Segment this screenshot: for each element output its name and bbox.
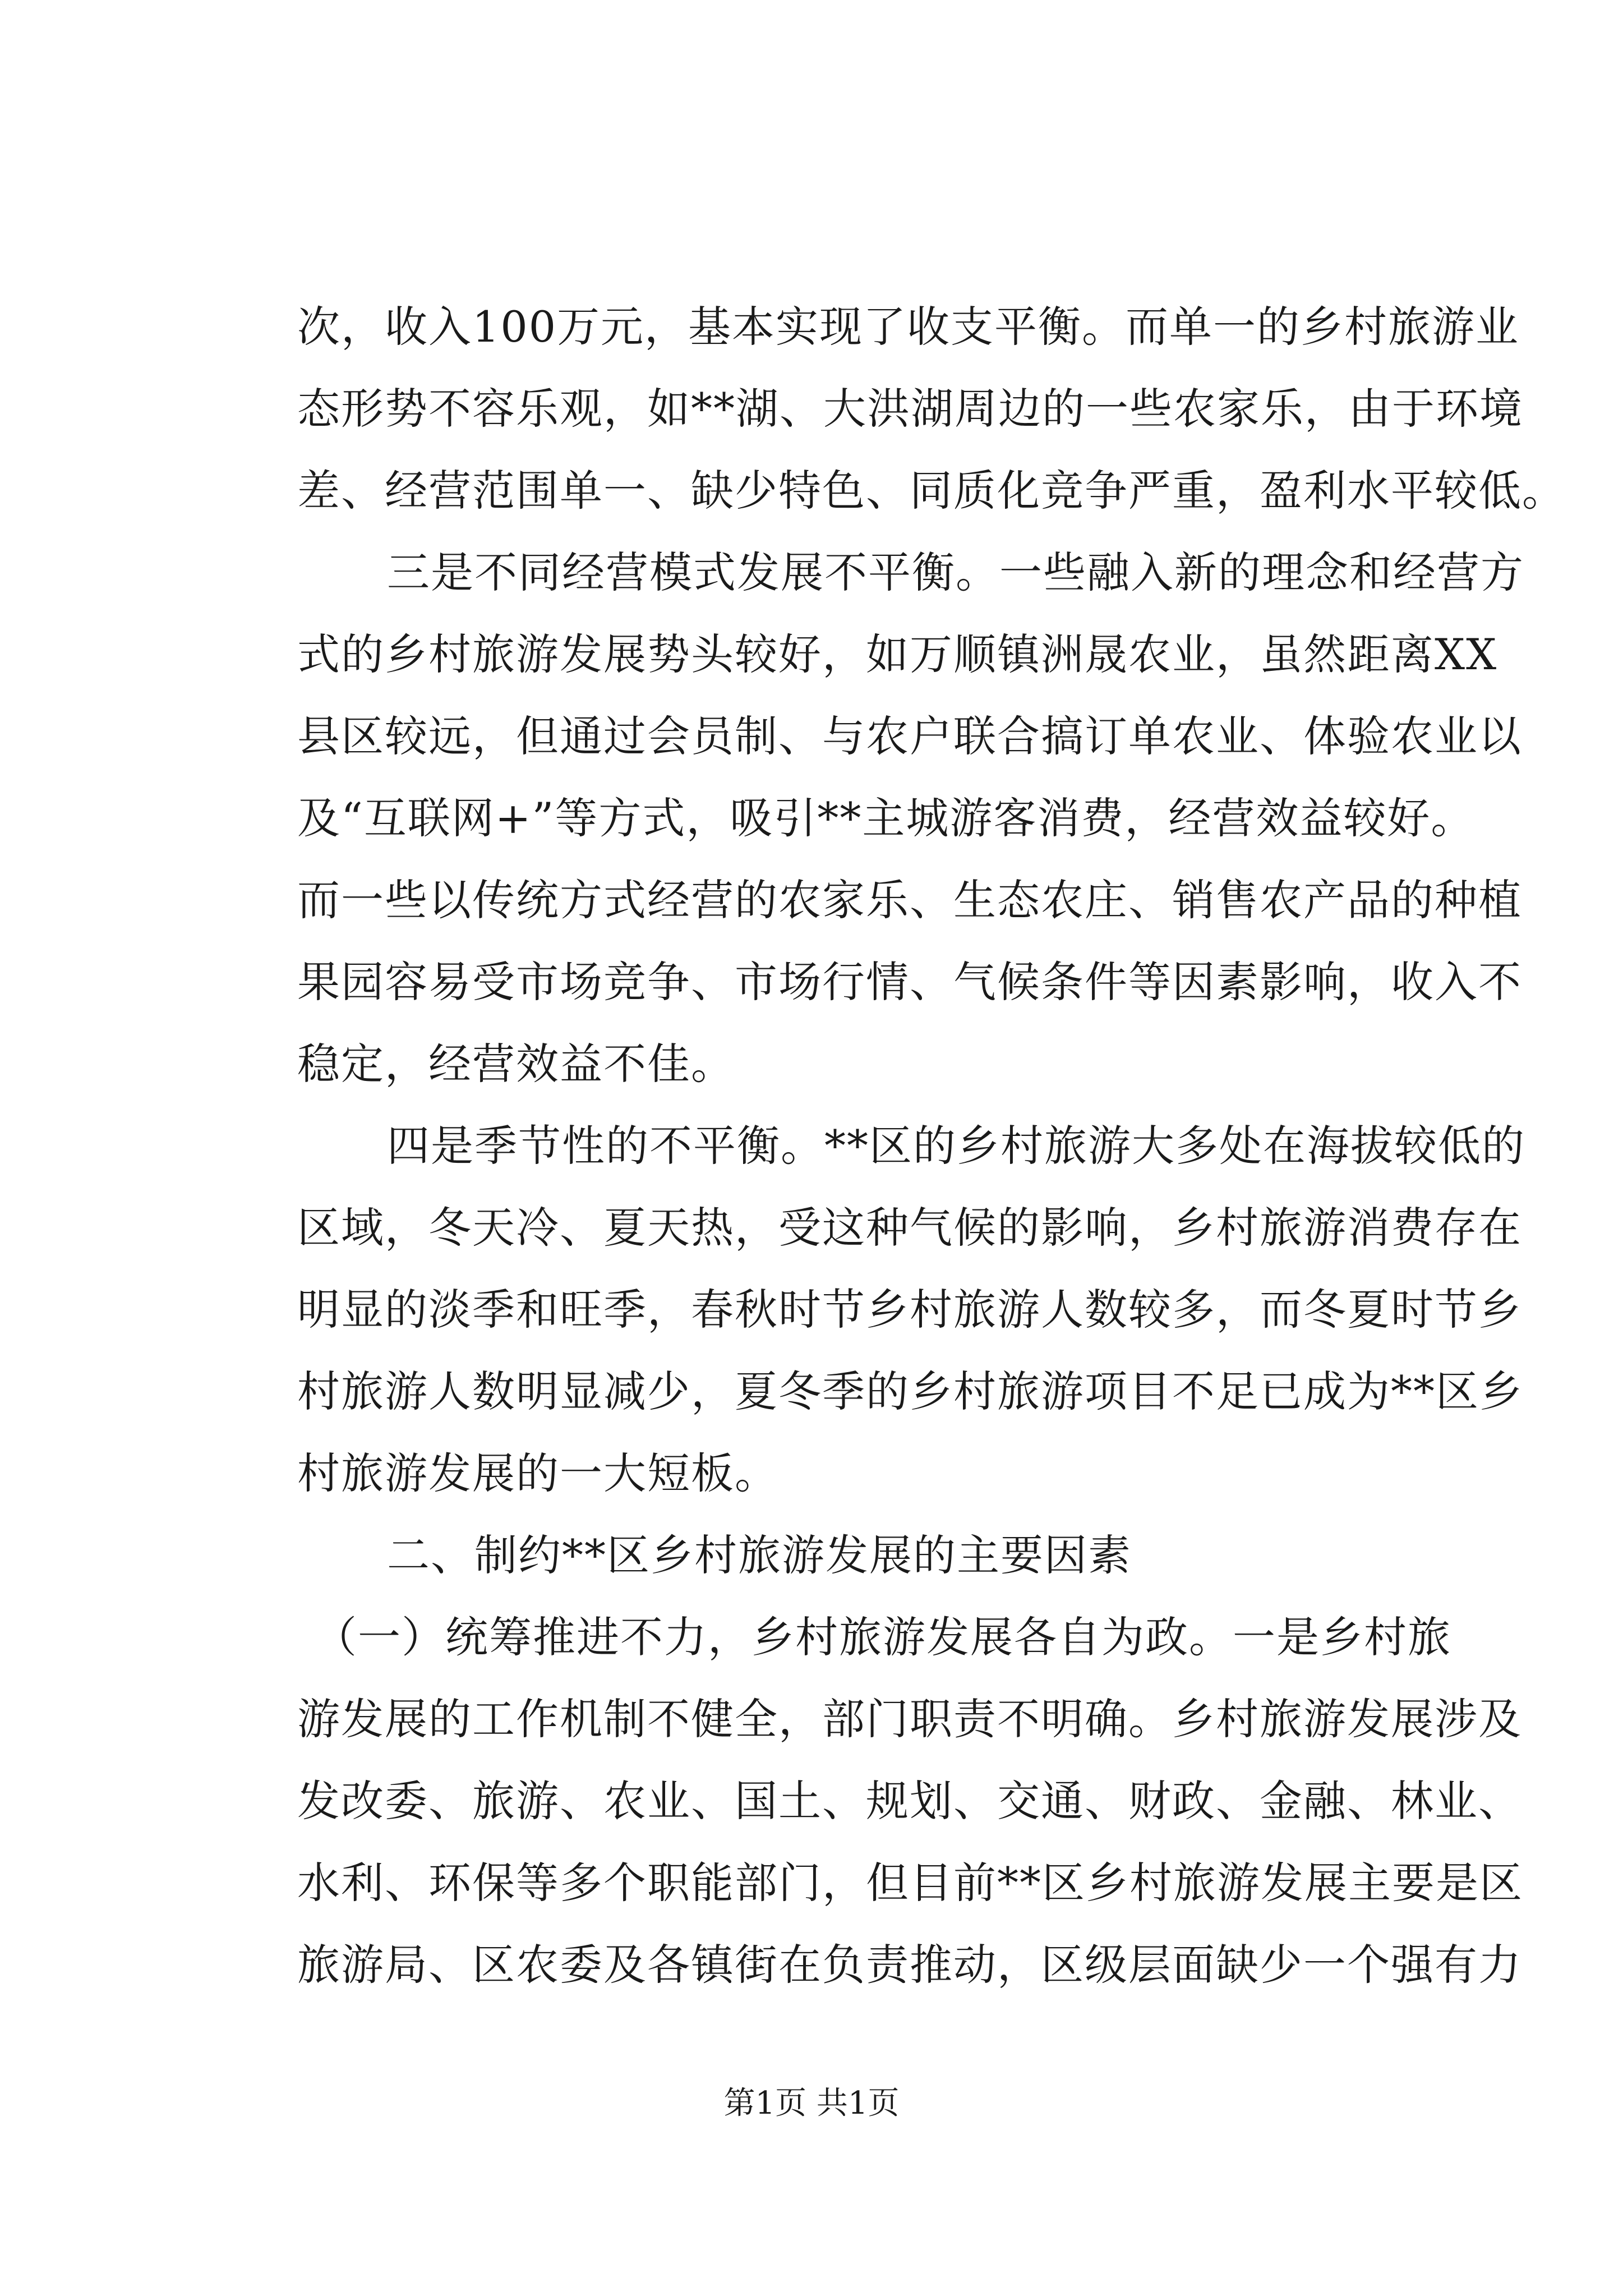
text-line: 村旅游人数明显减少，夏冬季的乡村旅游项目不足已成为**区乡 (297, 1366, 1523, 1416)
text-line: 及“互联网+”等方式，吸引**主城游客消费，经营效益较好。 (297, 793, 1475, 843)
text-line: 区域，冬天冷、夏天热，受这种气候的影响，乡村旅游消费存在 (297, 1203, 1522, 1253)
text-line: 次，收入100万元，基本实现了收支平衡。而单一的乡村旅游业 (297, 302, 1520, 352)
text-line: 果园容易受市场竞争、市场行情、气候条件等因素影响，收入不 (297, 957, 1522, 1007)
text-line: 旅游局、区农委及各镇街在负责推动，区级层面缺少一个强有力 (297, 1940, 1522, 1990)
text-line: 村旅游发展的一大短板。 (297, 1448, 778, 1498)
text-line: 明显的淡季和旺季，春秋时节乡村旅游人数较多，而冬夏时节乡 (297, 1285, 1522, 1335)
section-heading: 二、制约**区乡村旅游发展的主要因素 (387, 1530, 1132, 1580)
text-line: 态形势不容乐观，如**湖、大洪湖周边的一些农家乐，由于环境 (297, 384, 1523, 434)
text-line: 发改委、旅游、农业、国土、规划、交通、财政、金融、林业、 (297, 1776, 1522, 1826)
paragraph-start-line: 三是不同经营模式发展不平衡。一些融入新的理念和经营方 (387, 547, 1524, 597)
paragraph-start-line: （一）统筹推进不力，乡村旅游发展各自为政。一是乡村旅 (314, 1612, 1451, 1662)
text-line: 游发展的工作机制不健全，部门职责不明确。乡村旅游发展涉及 (297, 1694, 1522, 1744)
text-line: 式的乡村旅游发展势头较好，如万顺镇洲晟农业，虽然距离XX (297, 629, 1498, 679)
page-footer: 第1页 共1页 (723, 2085, 900, 2122)
text-line: 县区较远，但通过会员制、与农户联合搞订单农业、体验农业以 (297, 711, 1522, 761)
text-line: 稳定，经营效益不佳。 (297, 1039, 735, 1089)
paragraph-start-line: 四是季节性的不平衡。**区的乡村旅游大多处在海拔较低的 (387, 1121, 1525, 1171)
text-line: 差、经营范围单一、缺少特色、同质化竞争严重，盈利水平较低。 (297, 466, 1566, 516)
text-line: 而一些以传统方式经营的农家乐、生态农庄、销售农产品的种植 (297, 875, 1522, 925)
text-line: 水利、环保等多个职能部门，但目前**区乡村旅游发展主要是区 (297, 1858, 1523, 1908)
